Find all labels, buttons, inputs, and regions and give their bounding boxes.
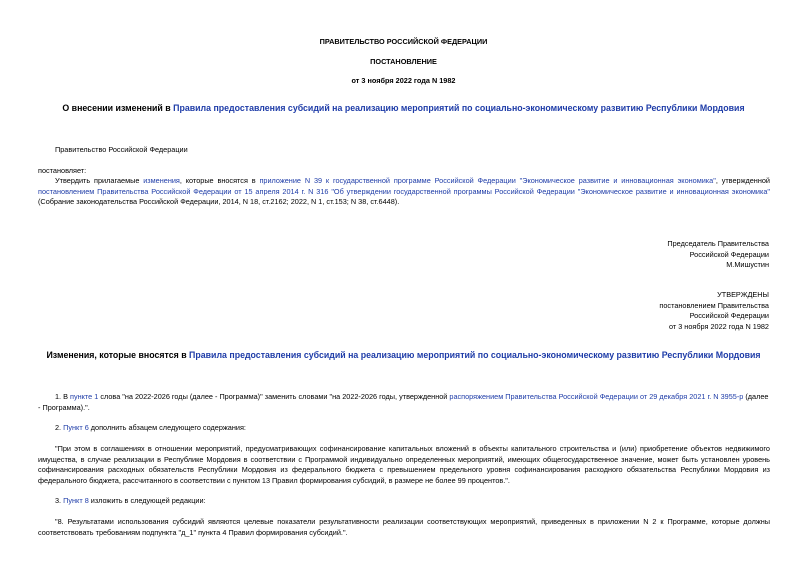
quote-cofinancing: "При этом в соглашениях в отношении мероприятий, предусматривающих софинансирование капитальных вложений в объекты капитального строительства и (или) приобретение объектов недвижимого имущества, в случае реализации в Республике Мордовия в соответствии с Программой индивидуально определенных мероприятий, имеющих общегосударственное значение, может быть установлен уровень софинансирования расходных обязательств Республики Мордовия из федерального бюджета с превышением предельного уровня софинансирования расходного обязательства Республики Мордовия из федерального бюджета, рассчитанного в соответствии с пунктом 13 Правил формирования субсидий, в размере не более 99 процентов.". [38, 444, 770, 485]
approved-country: Российской Федерации [689, 311, 769, 321]
signature-block [667, 239, 769, 271]
government-line: Правительство Российской Федерации [55, 145, 188, 154]
decree-word: постановляет: [38, 166, 87, 175]
item3-text-a: 3. [55, 496, 64, 505]
item1-point-link[interactable]: пункте 1 [70, 392, 99, 401]
document-type: ПОСТАНОВЛЕНИЕ [370, 57, 437, 66]
item3-point-link[interactable]: Пункт 8 [63, 496, 89, 505]
changes-link[interactable]: изменения [143, 176, 180, 185]
approved-heading: УТВЕРЖДЕНЫ [717, 290, 769, 299]
p1-text-b: , которые вносятся в [179, 176, 260, 185]
item1-text-b: слова "на 2022-2026 годы (далее - Программа)" заменить словами "на 2022-2026 годы, утвержденной [98, 392, 450, 401]
title-prefix: О внесении изменений в [62, 103, 174, 113]
order-3955-link[interactable]: распоряжением Правительства Российской Федерации от 29 декабря 2021 г. N 3955-р [449, 392, 744, 401]
signature-country: Российской Федерации [689, 249, 769, 259]
item2-text-b: дополнить абзацем следующего содержания: [88, 423, 246, 432]
changes-title-rules-link[interactable]: Правила предоставления субсидий на реализацию мероприятий по социально-экономическому развитию Республики Мордовия [189, 350, 761, 360]
approved-by: постановлением Правительства [659, 300, 769, 310]
appendix-39-link[interactable]: приложение N 39 к государственной программе Российской Федерации "Экономическое развитие и инновационная экономика" [259, 176, 716, 185]
title-rules-link[interactable]: Правила предоставления субсидий на реализацию мероприятий по социально-экономическому развитию Республики Мордовия [173, 103, 745, 113]
item1-text-a: 1. В [55, 392, 71, 401]
resolution-316-link[interactable]: постановлением Правительства Российской Федерации от 15 апреля 2014 г. N 316 "Об утверждении государственной программы Российской Федерации "Экономическое развитие и инновационная экономика" [38, 186, 770, 196]
p1-text-c: , утвержденной [715, 176, 770, 185]
signature-name: М.Мишустин [726, 260, 769, 270]
p1-text-a: Утвердить прилагаемые [55, 176, 144, 185]
approved-date: от 3 ноября 2022 года N 1982 [668, 321, 769, 331]
changes-title-prefix: Изменения, которые вносятся в [46, 350, 190, 360]
approved-block [659, 290, 769, 332]
government-heading: ПРАВИТЕЛЬСТВО РОССИЙСКОЙ ФЕДЕРАЦИИ [319, 37, 488, 46]
changes-title [0, 350, 807, 361]
paragraph-approve [38, 176, 770, 208]
signature-title: Председатель Правительства [667, 239, 769, 248]
item3-text-b: изложить в следующей редакции: [88, 496, 206, 505]
document-title [0, 103, 807, 114]
change-item-1 [38, 392, 770, 413]
change-item-3 [55, 496, 206, 507]
item1-text-c: (далее - Программа).". [38, 392, 769, 412]
p1-text-d: (Собрание законодательства Российской Федерации, 2014, N 18, ст.2162; 2022, N 1, ст.153; N 38, ст.6448). [38, 197, 400, 207]
change-item-2 [55, 423, 246, 434]
document-date-number: от 3 ноября 2022 года N 1982 [351, 76, 456, 85]
item2-text-a: 2. [55, 423, 64, 432]
item2-point-link[interactable]: Пункт 6 [63, 423, 89, 432]
quote-results: "8. Результатами использования субсидий являются целевые показатели результативности реализации соответствующих мероприятий, приведенных в приложении N 2 к Программе, которые должны соответствовать требованиям подпункта "д_1" пункта 4 Правил формирования субсидий.". [38, 517, 770, 537]
